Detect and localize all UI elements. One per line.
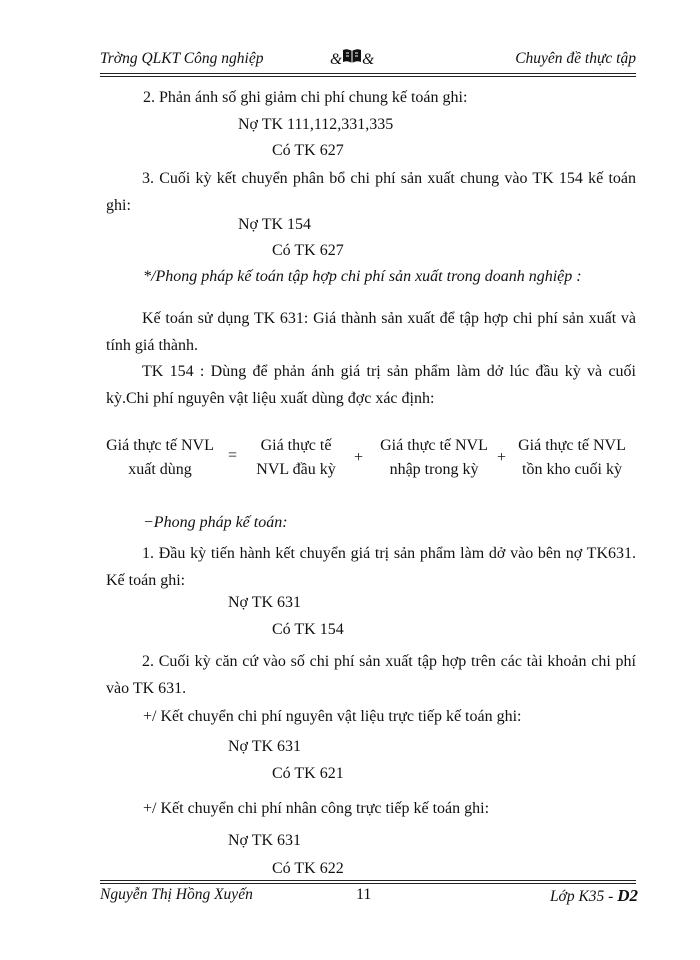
para-7: 2. Cuối kỳ căn cứ vào số chi phí sản xuất tập hợp trên các tài khoản chi phí vào TK 631. [106, 653, 636, 697]
page-number: 11 [356, 886, 372, 903]
line-3: Có TK 627 [272, 142, 344, 159]
header-left: Trờng QLKT Công nghiệp [100, 50, 264, 67]
term-2-line-2: NVL đầu kỳ [256, 461, 336, 478]
line-19: Nợ TK 631 [228, 832, 302, 849]
mark-2: − [143, 514, 154, 531]
mark-1: */ [143, 268, 156, 285]
mark-4: +/ [143, 800, 157, 817]
ornament-right: & [362, 51, 375, 68]
line-15-text: Kết chuyển chi phí nguyên vật liệu trực tiếp kế toán ghi: [160, 708, 522, 725]
header-ornament [330, 48, 374, 69]
para-3: 3. Cuối kỳ kết chuyển phân bổ chi phí sản xuất chung vào TK 154 kế toán ghi: [106, 170, 636, 214]
formula-equals: = [228, 447, 238, 464]
para-6: 1. Đầu kỳ tiến hành kết chuyển giá trị sản phẩm làm dở vào bên nợ TK631. Kế toán ghi: [106, 545, 636, 589]
formula-term-3 [374, 437, 494, 479]
mark-3: +/ [143, 708, 157, 725]
term-4-line-2: tồn kho cuối kỳ [522, 461, 622, 478]
header-right: Chuyên đề thực tập [515, 50, 636, 67]
section-heading-2 [143, 514, 288, 532]
footer-class [550, 886, 638, 906]
formula-term-4 [512, 437, 632, 479]
footer-class-label: Lớp K35 - [549, 888, 618, 905]
line-13: Có TK 154 [272, 621, 344, 638]
line-18 [143, 800, 489, 818]
footer-rule [100, 880, 636, 881]
heading-text-1: Phong pháp kế toán tập hợp chi phí sản xuất trong doanh nghiệp : [155, 268, 582, 285]
formula-plus-1: + [354, 449, 364, 466]
formula-term-2 [248, 437, 344, 479]
formula-plus-2: + [497, 449, 507, 466]
formula-term-1 [100, 437, 220, 479]
footer-class-code: D2 [617, 886, 638, 905]
line-6: Có TK 627 [272, 242, 344, 259]
heading-text-2: Phong pháp kế toán: [153, 514, 288, 531]
para-4: Kế toán sử dụng TK 631: Giá thành sản xuất để tập hợp chi phí sản xuất và tính giá thành. [106, 310, 636, 354]
ornament-left: & [330, 51, 343, 68]
term-3-line-1: Giá thực tế NVL [380, 437, 488, 454]
line-2: Nợ TK 111,112,331,335 [238, 116, 394, 133]
line-12: Nợ TK 631 [228, 594, 302, 611]
footer-rule-2 [100, 883, 636, 884]
term-4-line-1: Giá thực tế NVL [518, 437, 626, 454]
para-5: TK 154 : Dùng để phản ánh giá trị sản phẩm làm dở lúc đầu kỳ và cuối kỳ.Chi phí nguyên vật liệu xuất dùng đợc xác định: [106, 363, 636, 407]
line-1: 2. Phản ánh số ghi giảm chi phí chung kế toán ghi: [143, 89, 468, 106]
header-rule [100, 73, 636, 74]
line-15 [143, 708, 521, 726]
term-1-line-2: xuất dùng [128, 461, 192, 478]
footer-author: Nguyễn Thị Hồng Xuyến [100, 886, 253, 903]
section-heading-1 [143, 268, 582, 286]
header-rule-2 [100, 76, 636, 77]
line-16: Nợ TK 631 [228, 738, 302, 755]
book-icon [342, 48, 362, 69]
line-5: Nợ TK 154 [238, 216, 312, 233]
term-2-line-1: Giá thực tế [260, 437, 332, 454]
term-1-line-1: Giá thực tế NVL [106, 437, 214, 454]
term-3-line-2: nhập trong kỳ [389, 461, 479, 478]
line-18-text: Kết chuyển chi phí nhân công trực tiếp kế toán ghi: [160, 800, 490, 817]
line-20: Có TK 622 [272, 860, 344, 877]
line-17: Có TK 621 [272, 765, 344, 782]
